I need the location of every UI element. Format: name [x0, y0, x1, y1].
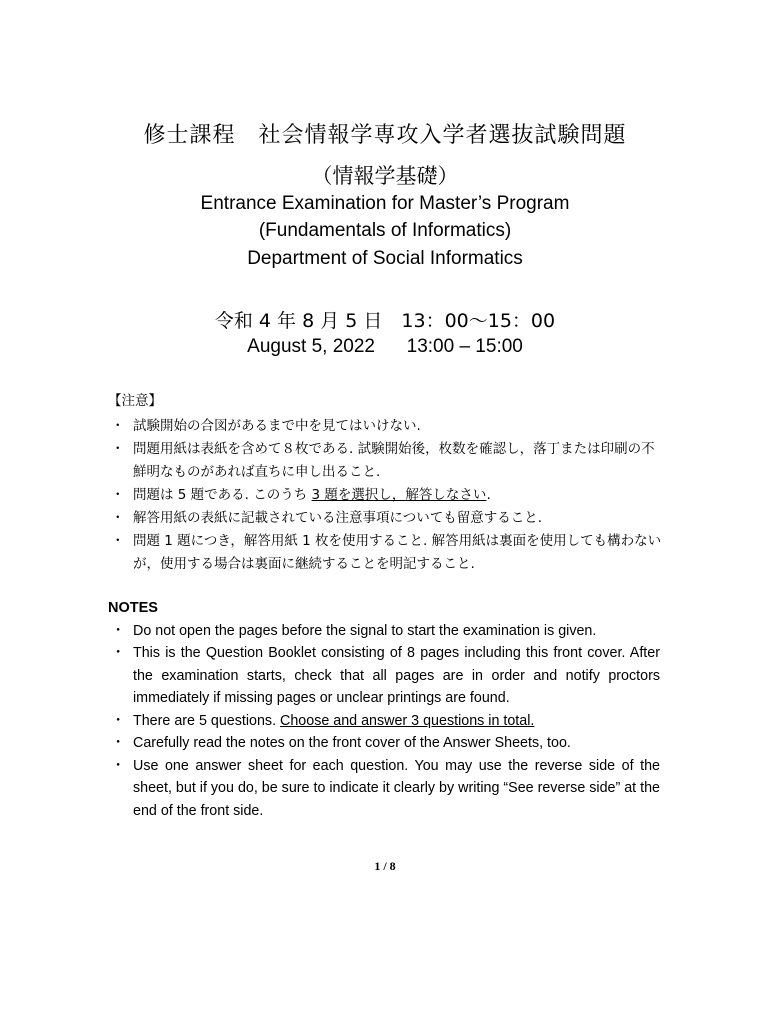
bullet-icon: ・: [111, 441, 125, 457]
notes-english-heading: NOTES: [108, 600, 158, 616]
notes-japanese-item: [108, 530, 668, 576]
notes-japanese-item: [108, 484, 668, 507]
note-text: 問題 1 題につき，解答用紙 1 枚を使用すること. 解答用紙は裏面を使用しても構わないが，使用する場合は裏面に継続することを明記すること.: [133, 533, 662, 572]
notes-english-item: [108, 755, 660, 823]
subtitle-japanese: （情報学基礎）: [311, 164, 459, 188]
bullet-icon: ・: [111, 533, 125, 549]
bullet-icon: ・: [111, 510, 125, 526]
note-text: Use one answer sheet for each question. You may use the reverse side of the sheet, but if you do, be sure to indicate it clearly by writing “See reverse side” at the end of the front side.: [133, 757, 660, 819]
notes-english-item: [108, 710, 660, 733]
notes-japanese-heading: 【注意】: [108, 393, 162, 409]
note-text: 解答用紙の表紙に記載されている注意事項についても留意すること.: [133, 510, 543, 526]
exam-date-english: August 5, 2022 13:00 – 15:00: [247, 336, 523, 357]
notes-english-item: [108, 732, 660, 755]
notes-english: [108, 597, 660, 822]
bullet-icon: ・: [111, 487, 125, 503]
subtitle-english: (Fundamentals of Informatics): [258, 220, 512, 241]
note-text-underlined: Choose and answer 3 questions in total.: [280, 712, 535, 729]
note-text-tail: .: [486, 487, 491, 503]
page-number: 1 / 8: [374, 859, 396, 873]
note-text: 問題用紙は表紙を含めて８枚である. 試験開始後，枚数を確認し，落丁または印刷の不鮮明なものがあれば直ちに申し出ること.: [133, 441, 655, 480]
note-text-underlined: 3 題を選択し，解答しなさい: [311, 487, 487, 503]
notes-japanese-item: [108, 507, 668, 530]
department-name: Department of Social Informatics: [247, 248, 523, 269]
note-text: 問題は 5 題である. このうち: [133, 487, 312, 503]
bullet-icon: ・: [111, 645, 126, 661]
notes-japanese-item: [108, 415, 668, 438]
note-text: 試験開始の合図があるまで中を見てはいけない.: [133, 418, 421, 434]
bullet-icon: ・: [111, 735, 126, 751]
notes-japanese: [108, 390, 668, 576]
notes-english-item: [108, 620, 660, 643]
title-english: Entrance Examination for Master’s Program: [200, 193, 570, 214]
bullet-icon: ・: [111, 418, 125, 434]
note-text: Do not open the pages before the signal to start the examination is given.: [133, 622, 597, 639]
note-text: Carefully read the notes on the front cover of the Answer Sheets, too.: [133, 735, 571, 751]
bullet-icon: ・: [111, 622, 126, 639]
bullet-icon: ・: [111, 757, 126, 774]
exam-date-japanese: 令和 4 年 8 月 5 日 13：00～15：00: [214, 310, 556, 332]
note-text: This is the Question Booklet consisting of 8 pages including this front cover. After the examination starts, check that all pages are in order and notify proctors immediately if missing pages or unclear printings are found.: [133, 645, 660, 706]
bullet-icon: ・: [111, 712, 126, 729]
notes-english-item: [108, 642, 660, 710]
notes-japanese-item: [108, 438, 668, 484]
title-japanese: 修士課程 社会情報学専攻入学者選抜試験問題: [143, 123, 627, 148]
note-text: There are 5 questions.: [133, 712, 281, 729]
